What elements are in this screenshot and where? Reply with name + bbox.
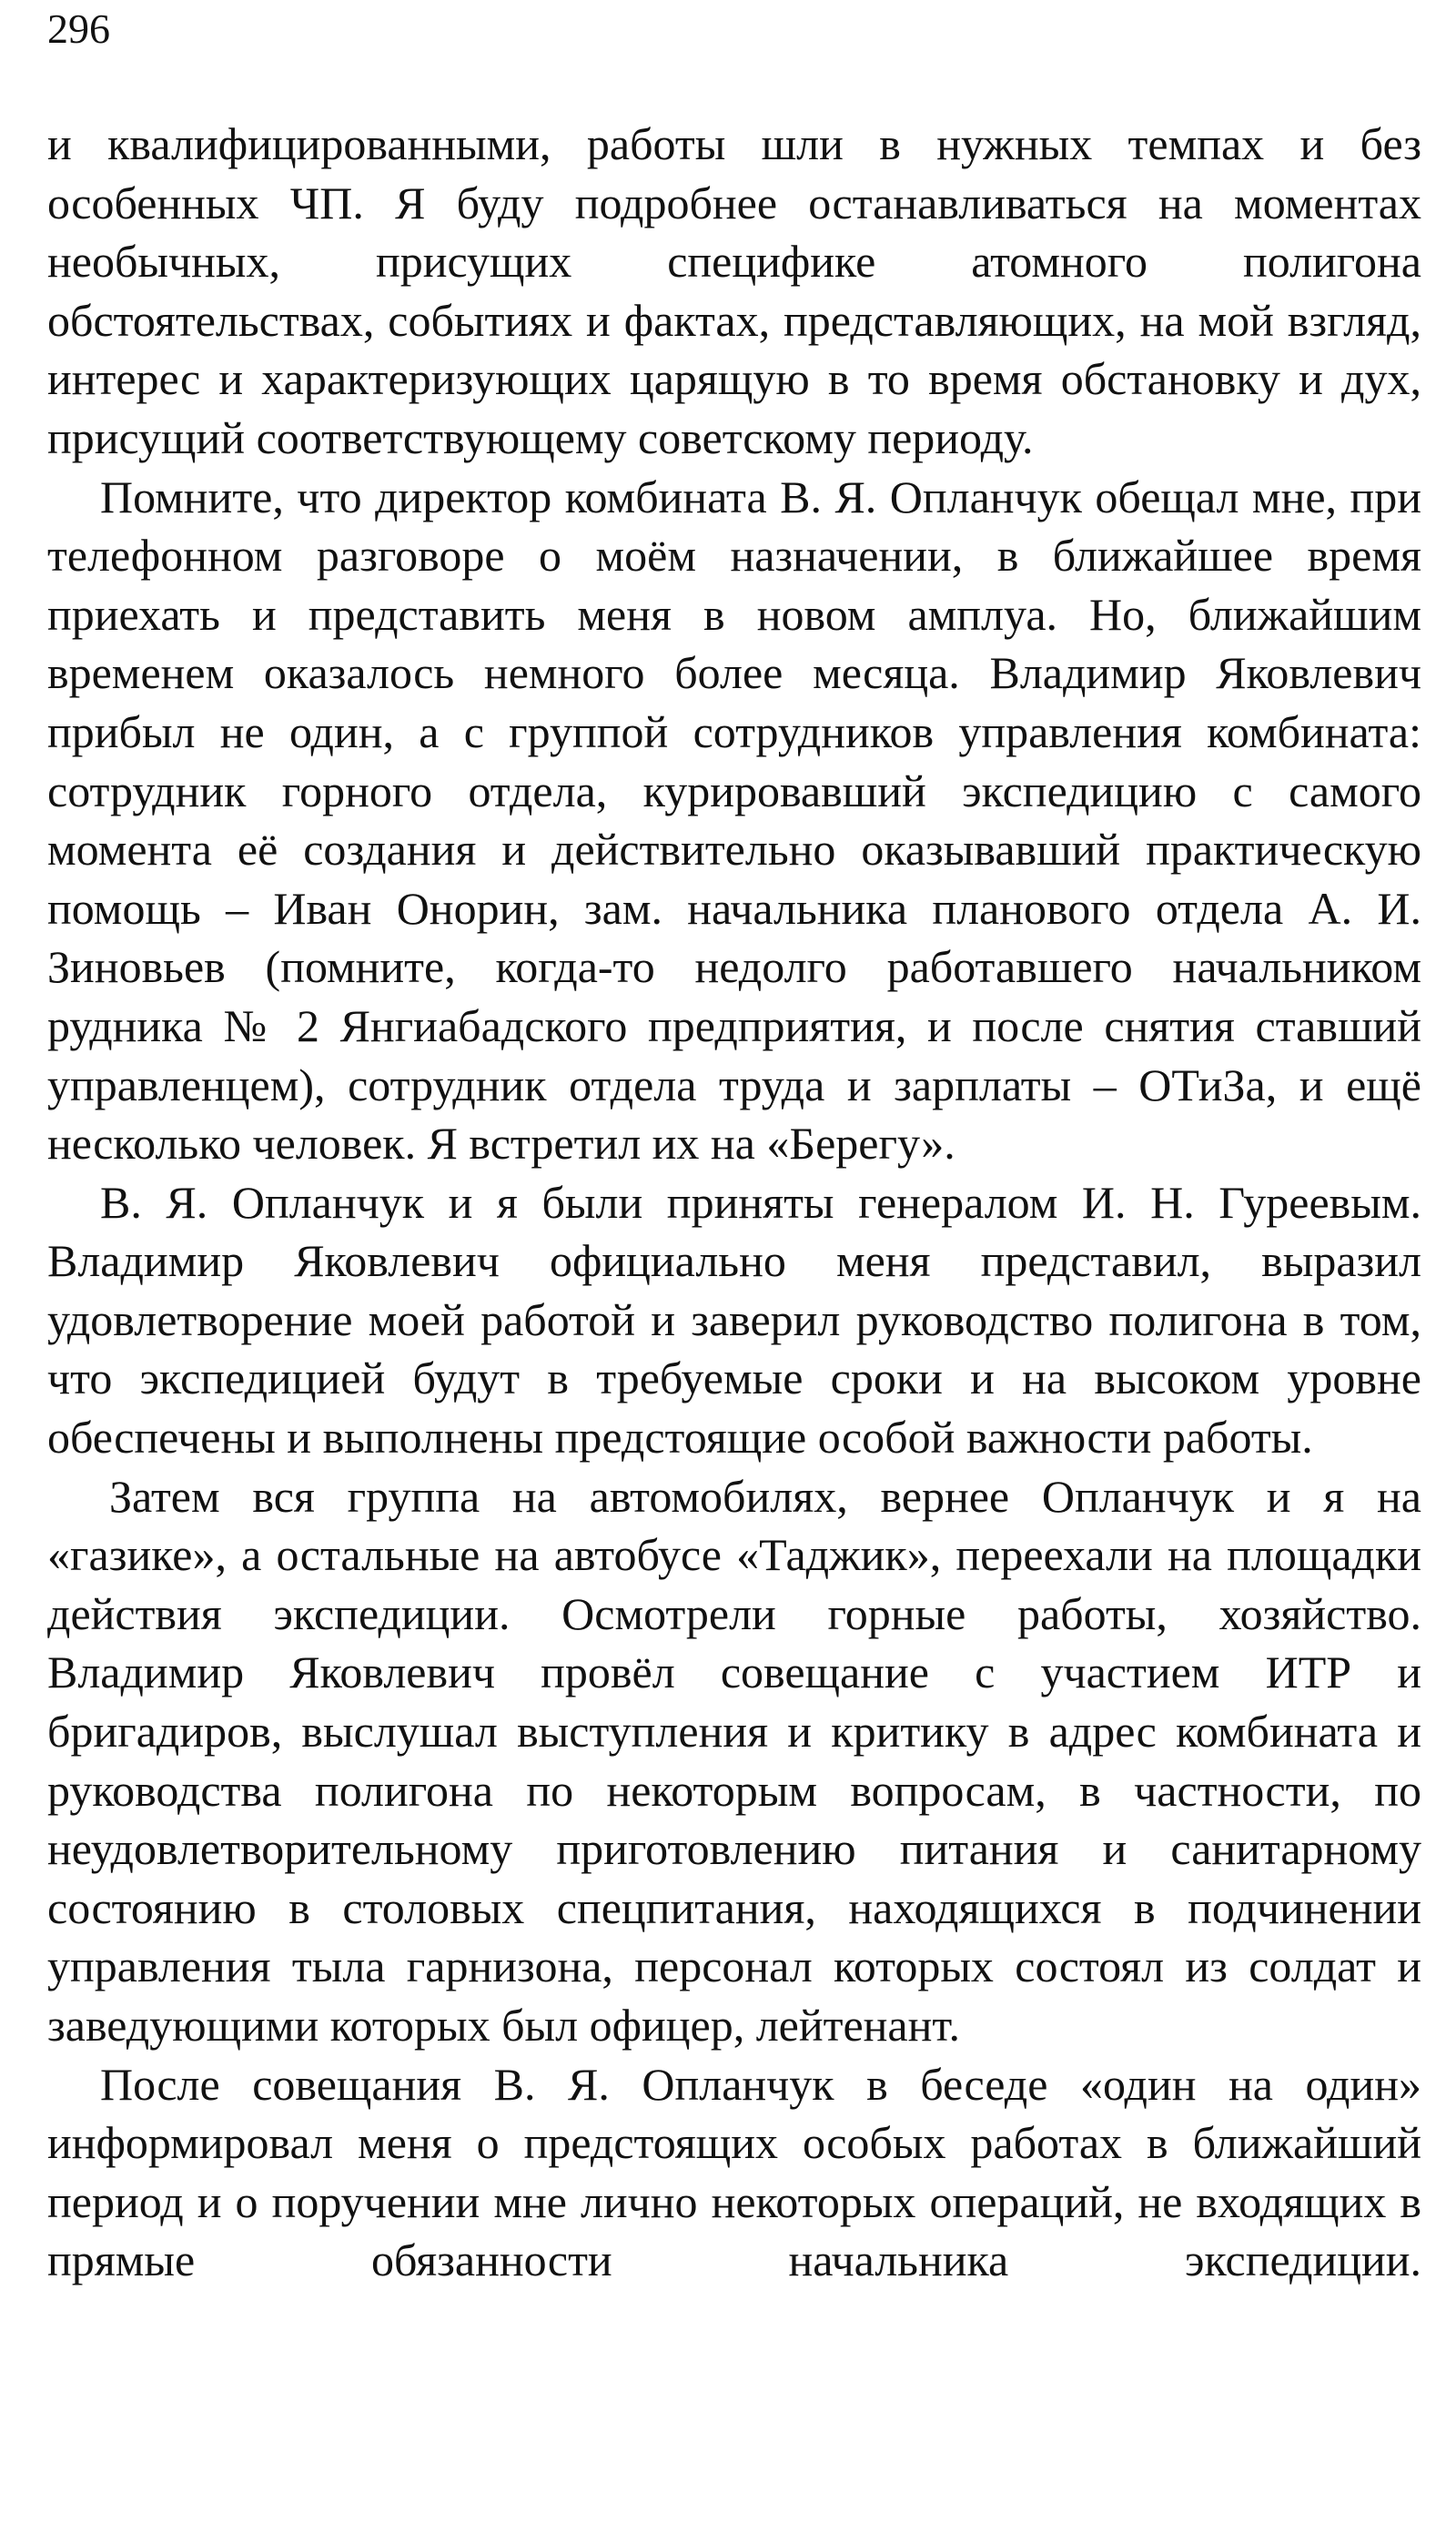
page-number: 296 <box>47 5 110 52</box>
paragraph-2: Помните, что директор комбината В. Я. Опланчук обещал мне, при телефонном разговоре о моём назначении, в ближайшее время приехать и представить меня в новом амплуа. Но, ближайшим временем оказалось немного более месяца. Владимир Яковлевич прибыл не один, а с группой сотрудников управления комбината: сотрудник горного отдела, курировавший экспедицию с самого момента её создания и действительно оказывавший практическую помощь – Иван Онорин, зам. начальника планового отдела А. И. Зиновьев (помните, когда-то недолго работавшего начальником рудника № 2 Янгиабадского предприятия, и после снятия ставший управленцем), сотрудник отдела труда и зарплаты – ОТиЗа, и ещё несколько человек. Я встретил их на «Берегу». <box>47 471 1421 1170</box>
paragraph-3: В. Я. Опланчук и я были приняты генералом И. Н. Гуреевым. Владимир Яковлевич официально меня представил, выразил удовлетворение моей работой и заверил руководство полигона в том, что экспедицией будут в требуемые сроки и на высоком уровне обеспечены и выполнены предстоящие особой важности работы. <box>47 1176 1421 1464</box>
paragraph-1: и квалифицированными, работы шли в нужных темпах и без особенных ЧП. Я буду подробнее останавливаться на моментах необычных, присущих специфике атомного полигона обстоятельствах, событиях и фактах, представляющих, на мой взгляд, интерес и характеризующих царящую в то время обстановку и дух, присущий соответствующему советскому периоду. <box>47 118 1421 463</box>
paragraph-4: Затем вся группа на автомобилях, вернее Опланчук и я на «газике», а остальные на автобусе «Таджик», переехали на площадки действия экспедиции. Осмотрели горные работы, хозяйство. Владимир Яковлевич провёл совещание с участием ИТР и бригадиров, выслушал выступления и критику в адрес комбината и руководства полигона по некоторым вопросам, в частности, по неудовлетворительному приготовлению питания и санитарному состоянию в столовых спецпитания, находящихся в подчинении управления тыла гарнизона, персонал которых состоял из солдат и заведующими которых был офицер, лейтенант. <box>47 1470 1421 2051</box>
paragraph-5: После совещания В. Я. Опланчук в беседе «один на один» информировал меня о предстоящих особых работах в ближайший период и о поручении мне лично некоторых операций, не входящих в прямые обязанности начальника экспедиции. <box>47 2058 1421 2286</box>
page-body <box>47 115 1421 2290</box>
